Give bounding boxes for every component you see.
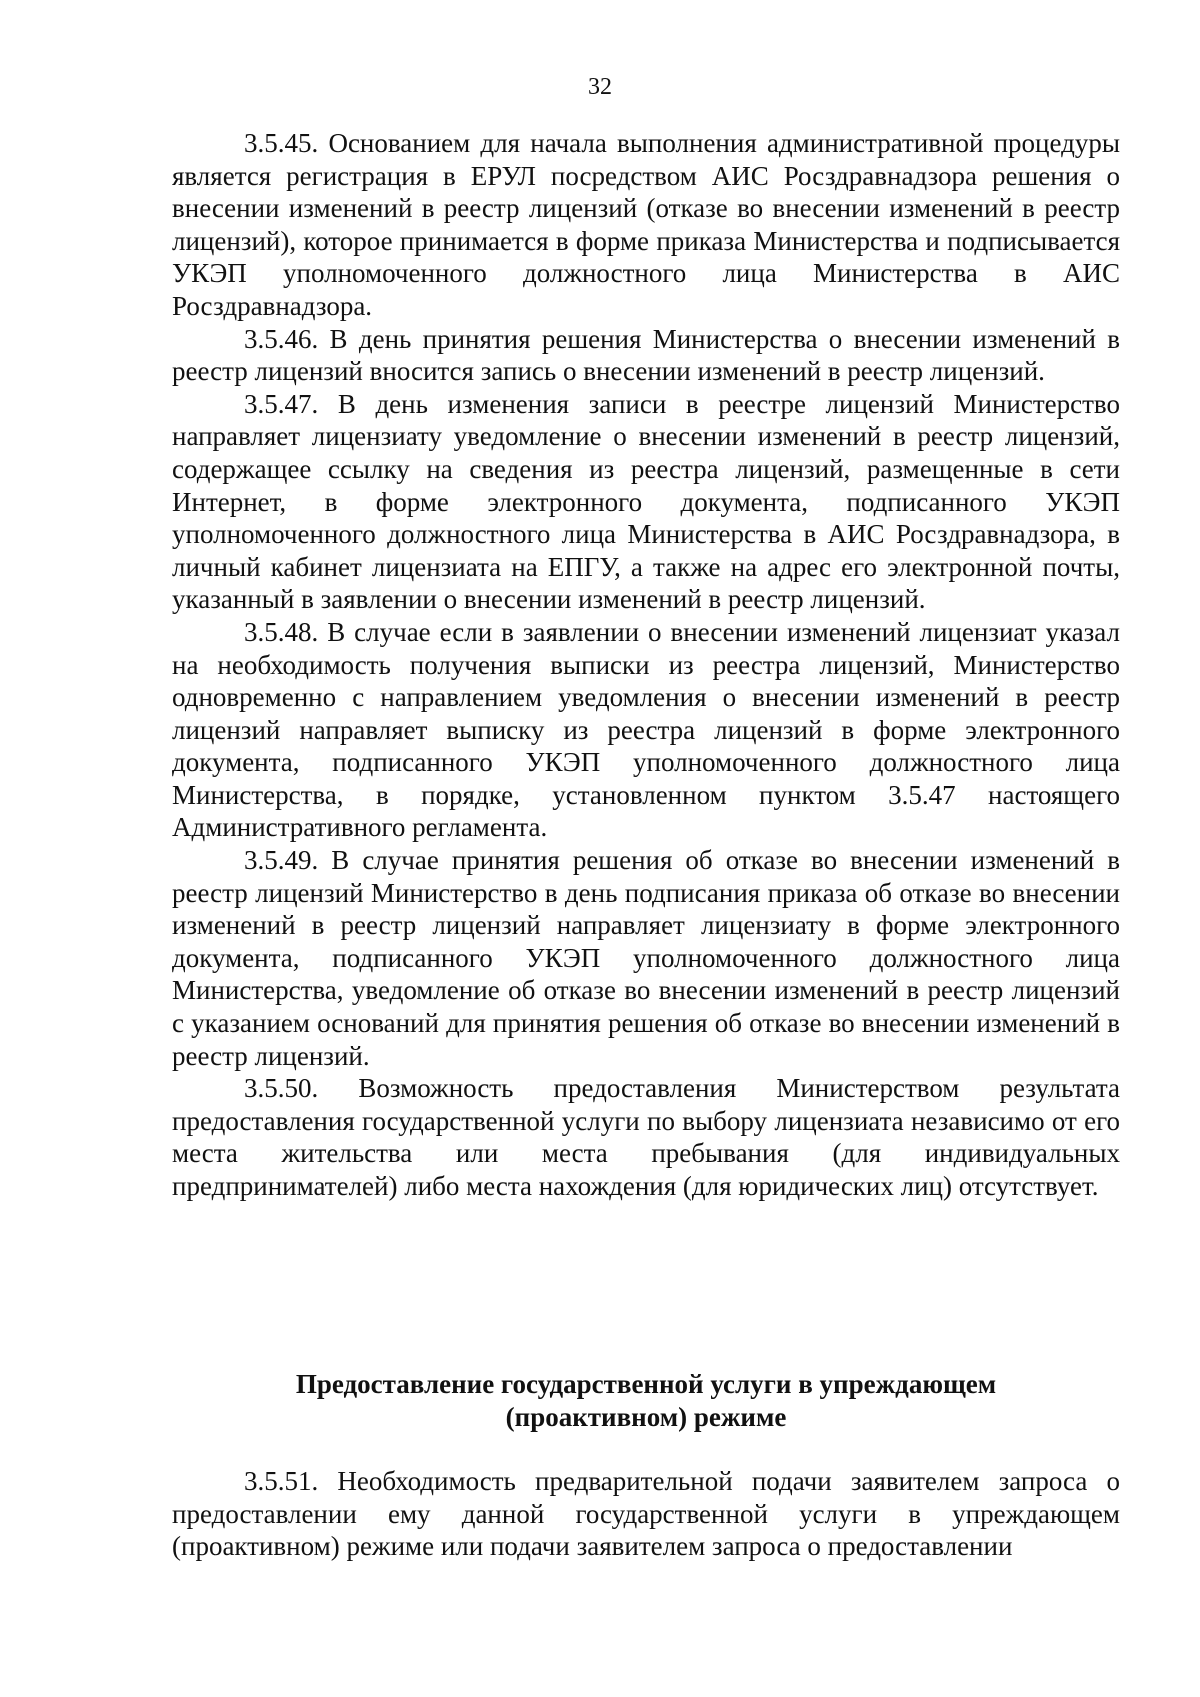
paragraph-3-5-45: 3.5.45. Основанием для начала выполнения административной процедуры является регистрация в ЕРУЛ посредством АИС Росздравнадзора решения о внесении изменений в реестр лицензий (отказе во внесении изменений в реестр лицензий), которое принимается в форме приказа Министерства и подписывается УКЭП уполномоченного должностного лица Министерства в АИС Росздравнадзора. [172, 128, 1120, 321]
paragraph-3-5-46: 3.5.46. В день принятия решения Министерства о внесении изменений в реестр лицензий вносится запись о внесении изменений в реестр лицензий. [172, 323, 1120, 387]
paragraph-3-5-48: 3.5.48. В случае если в заявлении о внесении изменений лицензиат указал на необходимость получения выписки из реестра лицензий, Министерство одновременно с направлением уведомления о внесении изменений в реестр лицензий направляет выписку из реестра лицензий в форме электронного документа, подписанного УКЭП уполномоченного должностного лица Министерства, в порядке, установленном пунктом 3.5.47 настоящего Административного регламента. [172, 616, 1120, 843]
section-heading [172, 1368, 1120, 1433]
paragraph-3-5-50: 3.5.50. Возможность предоставления Министерством результата предоставления государственной услуги по выбору лицензиата независимо от его места жительства или места пребывания (для индивидуальных предпринимателей) либо места нахождения (для юридических лиц) отсутствует. [172, 1073, 1120, 1201]
document-body-continued [172, 1465, 1120, 1563]
paragraph-3-5-49: 3.5.49. В случае принятия решения об отказе во внесении изменений в реестр лицензий Министерство в день подписания приказа об отказе во внесении изменений в реестр лицензий направляет лицензиату в форме электронного документа, подписанного УКЭП уполномоченного должностного лица Министерства, уведомление об отказе во внесении изменений в реестр лицензий с указанием оснований для принятия решения об отказе во внесении изменений в реестр лицензий. [172, 845, 1120, 1071]
document-body [172, 127, 1120, 1203]
section-heading-line-1: Предоставление государственной услуги в упреждающем [295, 1369, 997, 1399]
page-number: 32 [588, 74, 612, 100]
paragraph-3-5-51: 3.5.51. Необходимость предварительной подачи заявителем запроса о предоставлении ему данной государственной услуги в упреждающем (проактивном) режиме или подачи заявителем запроса о предоставлении [172, 1466, 1120, 1562]
section-heading-line-2: (проактивном) режиме [505, 1401, 787, 1432]
paragraph-3-5-47: 3.5.47. В день изменения записи в реестре лицензий Министерство направляет лицензиату уведомление о внесении изменений в реестр лицензий, содержащее ссылку на сведения из реестра лицензий, размещенные в сети Интернет, в форме электронного документа, подписанного УКЭП уполномоченного должностного лица Министерства в АИС Росздравнадзора, в личный кабинет лицензиата на ЕПГУ, а также на адрес его электронной почты, указанный в заявлении о внесении изменений в реестр лицензий. [172, 388, 1120, 615]
